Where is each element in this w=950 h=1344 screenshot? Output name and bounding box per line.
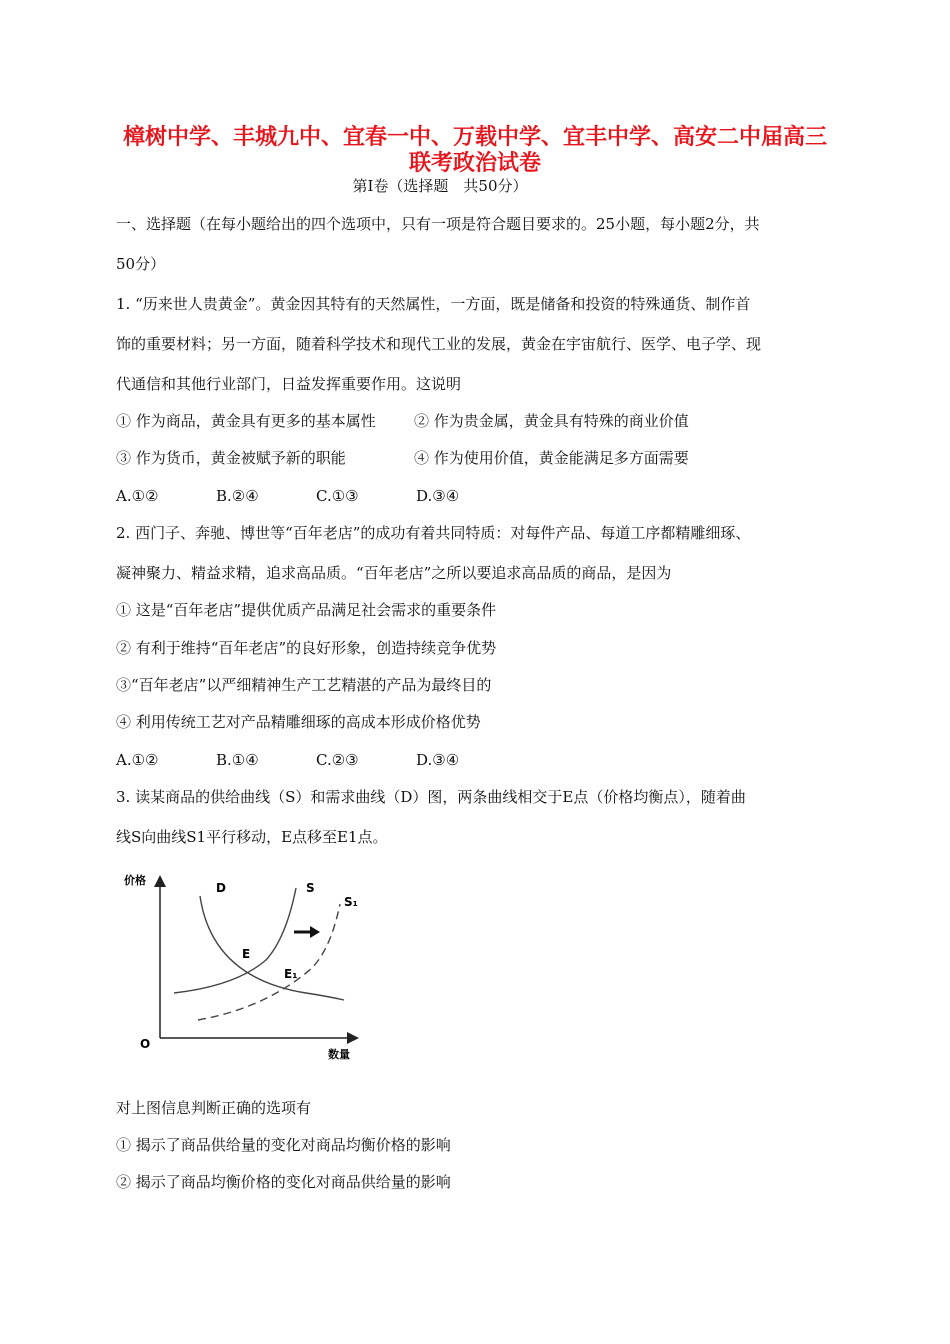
q2-stem-line1: 2. 西门子、奔驰、博世等“百年老店”的成功有着共同特质：对每件产品、每道工序都精雕细琢、 bbox=[116, 524, 751, 542]
q1-option-b[interactable]: B.②④ bbox=[216, 487, 259, 505]
q1-option-a[interactable]: A.①② bbox=[116, 487, 159, 505]
q3-statement-1: ① 揭示了商品供给量的变化对商品均衡价格的影响 bbox=[116, 1136, 451, 1154]
shift-arrow-head bbox=[310, 926, 320, 938]
exam-title-line2: 联考政治试卷 bbox=[408, 150, 541, 176]
q2-options bbox=[116, 750, 516, 770]
q2-option-c[interactable]: C.②③ bbox=[316, 751, 359, 769]
q2-statement-3: ③“百年老店”以严细精神生产工艺精湛的产品为最终目的 bbox=[116, 676, 492, 694]
q3-stem-line1: 3. 读某商品的供给曲线（S）和需求曲线（D）图，两条曲线相交于E点（价格均衡点），随着曲 bbox=[116, 788, 746, 806]
demand-curve-d bbox=[200, 896, 344, 1000]
curve-label-s: S bbox=[306, 881, 315, 895]
q1-statements-row1 bbox=[116, 411, 689, 431]
q1-statement-4: ④ 作为使用价值，黄金能满足多方面需要 bbox=[414, 449, 689, 467]
q1-statements-row2 bbox=[116, 448, 689, 468]
q1-stem-line1: 1. “历来世人贵黄金”。黄金因其特有的天然属性，一方面，既是储备和投资的特殊通货、制作首 bbox=[116, 295, 751, 313]
point-label-e1: E₁ bbox=[284, 967, 298, 981]
instructions-line2: 50分） bbox=[116, 255, 166, 273]
q1-option-d[interactable]: D.③④ bbox=[416, 487, 460, 505]
supply-demand-chart bbox=[116, 868, 366, 1060]
supply-curve-s1 bbox=[198, 904, 340, 1020]
q2-option-b[interactable]: B.①④ bbox=[216, 751, 259, 769]
q2-statement-4: ④ 利用传统工艺对产品精雕细琢的高成本形成价格优势 bbox=[116, 713, 481, 731]
point-label-e: E bbox=[242, 947, 251, 961]
q2-statement-1: ① 这是“百年老店”提供优质产品满足社会需求的重要条件 bbox=[116, 601, 497, 619]
q1-statement-3: ③ 作为货币，黄金被赋予新的职能 bbox=[116, 449, 346, 467]
q3-after-chart: 对上图信息判断正确的选项有 bbox=[116, 1099, 312, 1117]
section-heading: 第Ⅰ卷（选择题 共50分） bbox=[352, 177, 528, 195]
q2-option-d[interactable]: D.③④ bbox=[416, 751, 460, 769]
q1-stem-line2: 饰的重要材料；另一方面，随着科学技术和现代工业的发展，黄金在宇宙航行、医学、电子学、现 bbox=[116, 335, 762, 353]
q1-option-c[interactable]: C.①③ bbox=[316, 487, 359, 505]
q1-stem-line3: 代通信和其他行业部门，日益发挥重要作用。这说明 bbox=[116, 375, 462, 393]
exam-title-line1: 樟树中学、丰城九中、宜春一中、万载中学、宜丰中学、高安二中届高三 bbox=[122, 124, 827, 150]
q1-options bbox=[116, 486, 516, 506]
q2-stem-line2: 凝神聚力、精益求精，追求高品质。“百年老店”之所以要追求高品质的商品，是因为 bbox=[116, 564, 672, 582]
q2-option-a[interactable]: A.①② bbox=[116, 751, 159, 769]
origin-label: O bbox=[140, 1037, 151, 1051]
y-axis-label: 价格 bbox=[124, 874, 146, 887]
instructions-line1: 一、选择题（在每小题给出的四个选项中，只有一项是符合题目要求的。25小题，每小题2分，共 bbox=[116, 215, 760, 233]
q1-statement-2: ② 作为贵金属，黄金具有特殊的商业价值 bbox=[414, 412, 689, 430]
q3-statement-2: ② 揭示了商品均衡价格的变化对商品供给量的影响 bbox=[116, 1173, 451, 1191]
q1-statement-1: ① 作为商品，黄金具有更多的基本属性 bbox=[116, 412, 376, 430]
x-axis-label: 数量 bbox=[328, 1048, 350, 1060]
q2-statement-2: ② 有利于维持“百年老店”的良好形象，创造持续竞争优势 bbox=[116, 639, 497, 657]
q3-stem-line2: 线S向曲线S1平行移动，E点移至E1点。 bbox=[116, 828, 388, 846]
curve-label-d: D bbox=[216, 881, 226, 895]
curve-label-s1: S₁ bbox=[344, 895, 358, 909]
supply-curve-s bbox=[174, 888, 296, 993]
